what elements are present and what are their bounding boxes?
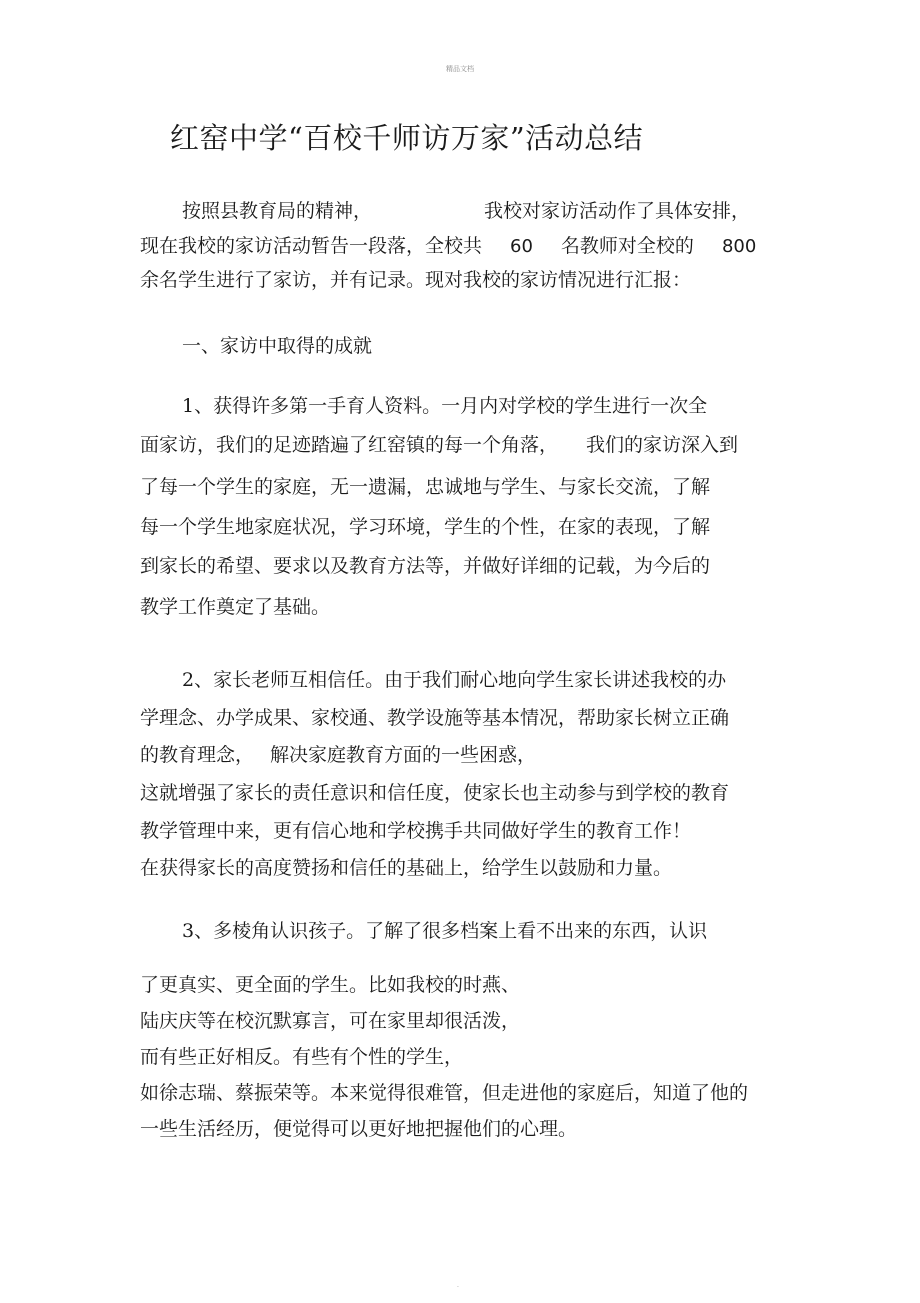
- item2-line-5: 教学管理中来，更有信心地和学校携手共同做好学生的教育工作！: [140, 820, 692, 842]
- item3-line-4: 而有些正好相反。有些有个性的学生，: [140, 1046, 464, 1068]
- intro-line-3: 余名学生进行了家访，并有记录。现对我校的家访情况进行汇报：: [140, 269, 692, 291]
- teacher-count: 60: [510, 236, 533, 257]
- item2-line-3a: 的教育理念，: [140, 744, 255, 766]
- item2-line-2: 学理念、办学成果、家校通、教学设施等基本情况，帮助家长树立正确: [140, 707, 730, 729]
- item1-line-2: [140, 433, 738, 457]
- item3-line-6: 一些生活经历，便觉得可以更好地把握他们的心理。: [140, 1118, 578, 1140]
- item1-line-2b: 我们的家访深入到: [586, 434, 739, 456]
- document-title: 红窑中学“百校千师访万家”活动总结: [170, 121, 644, 155]
- item3-line-5: 如徐志瑞、蔡振荣等。本来觉得很难管，但走进他的家庭后，知道了他的: [140, 1082, 749, 1104]
- item2-line-4: 这就增强了家长的责任意识和信任度，使家长也主动参与到学校的教育: [140, 782, 730, 804]
- intro-line-2b: 名教师对全校的: [560, 235, 694, 257]
- intro-line-2a: 现在我校的家访活动暂告一段落，全校共: [140, 235, 483, 257]
- item1-line-3: 了每一个学生的家庭，无一遗漏，忠诚地与学生、与家长交流，了解: [140, 476, 711, 498]
- item2-line-3b: 解决家庭教育方面的一些困惑，: [270, 744, 537, 766]
- item2-line-6: 在获得家长的高度赞扬和信任的基础上，给学生以鼓励和力量。: [140, 857, 673, 879]
- item1-line-6: 教学工作奠定了基础。: [140, 596, 331, 618]
- intro-line-2: [140, 234, 756, 259]
- item1-line-4: 每一个学生地家庭状况，学习环境，学生的个性，在家的表现，了解: [140, 516, 711, 538]
- item2-line-3: [140, 743, 536, 767]
- item1-line-5: 到家长的希望、要求以及教育方法等，并做好详细的记载，为今后的: [140, 555, 711, 577]
- item3-line-2: 了更真实、更全面的学生。比如我校的时燕、: [140, 974, 521, 996]
- item1-line-1: 1、获得许多第一手育人资料。一月内对学校的学生进行一次全: [182, 395, 708, 417]
- item1-line-2a: 面家访，我们的足迹踏遍了红窑镇的每一个角落，: [140, 434, 559, 456]
- intro-line-1b: 我校对家访活动作了具体安排，: [484, 200, 751, 222]
- item3-line-3: 陆庆庆等在校沉默寡言，可在家里却很活泼，: [140, 1010, 521, 1032]
- section-heading: 一、家访中取得的成就: [182, 335, 373, 357]
- item2-line-1: 2、家长老师互相信任。由于我们耐心地向学生家长讲述我校的办: [182, 669, 727, 691]
- intro-line-1a: 按照县教育局的精神，: [182, 200, 373, 222]
- student-count: 800: [721, 236, 757, 257]
- intro-line-1: [182, 199, 750, 223]
- page-footer-mark: .: [457, 1282, 459, 1289]
- item3-line-1: 3、多棱角认识孩子。了解了很多档案上看不出来的东西，认识: [182, 920, 708, 942]
- page-header: 精品文档: [446, 65, 474, 73]
